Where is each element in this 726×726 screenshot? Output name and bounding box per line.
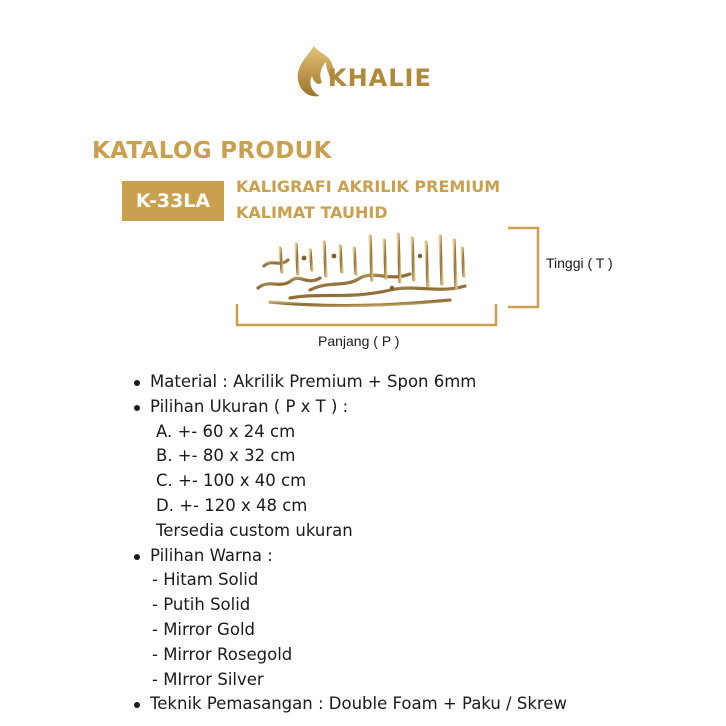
catalog-heading: KATALOG PRODUK [92, 138, 332, 164]
height-label: Tinggi ( T ) [546, 255, 613, 271]
spec-install: Teknik Pemasangan : Double Foam + Paku / Skrew [130, 692, 567, 717]
color-option: - MIrror Silver [152, 669, 264, 689]
product-title-line1: KALIGRAFI AKRILIK PREMIUM [236, 177, 501, 196]
size-option: C. +- 100 x 40 cm [156, 471, 307, 491]
size-option: A. +- 60 x 24 cm [156, 421, 296, 441]
size-option: B. +- 80 x 32 cm [156, 446, 296, 466]
length-label: Panjang ( P ) [318, 333, 400, 349]
custom-size-note: Tersedia custom ukuran [156, 520, 353, 540]
color-option: - Mirror Gold [152, 619, 255, 639]
spec-color: Pilihan Warna : - Hitam Solid - Putih Solid - Mirror Gold - Mirror Rosegold - MIrror Silver [130, 544, 567, 693]
spec-size: Pilihan Ukuran ( P x T ) : A. +- 60 x 24 cm B. +- 80 x 32 cm C. +- 100 x 40 cm D. +- 120 x 48 cm Tersedia custom ukuran [130, 395, 567, 544]
spec-list [130, 370, 567, 717]
color-option: - Putih Solid [152, 595, 251, 615]
calligraphy-image [250, 228, 475, 308]
size-option: D. +- 120 x 48 cm [156, 495, 308, 515]
color-option: - Hitam Solid [152, 570, 259, 590]
color-option: - Mirror Rosegold [152, 644, 293, 664]
product-code-badge: K-33LA [122, 181, 224, 221]
product-title-line2: KALIMAT TAUHID [236, 203, 388, 222]
spec-material: Material : Akrilik Premium + Spon 6mm [130, 370, 567, 395]
brand-name: KHALIE [328, 64, 432, 92]
